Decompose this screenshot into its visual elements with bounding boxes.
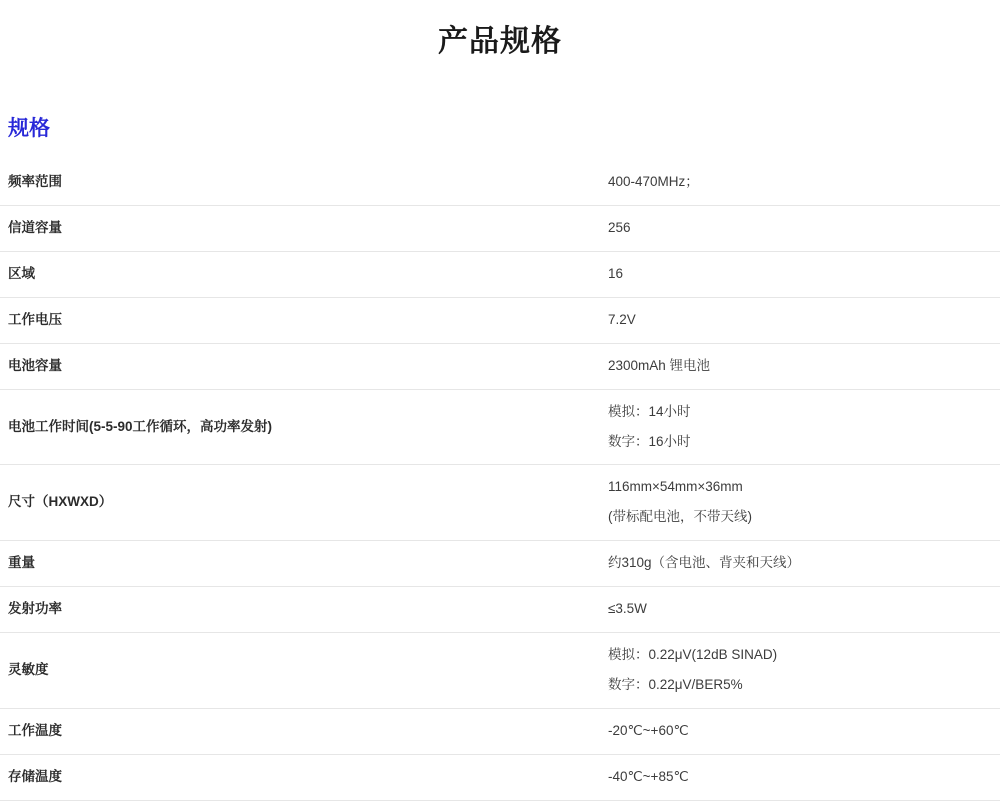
spec-label: 尺寸（HXWXD） — [8, 494, 113, 510]
table-row — [0, 587, 1000, 633]
spec-label: 电池容量 — [8, 357, 62, 373]
table-row — [0, 633, 1000, 709]
spec-value — [596, 297, 1000, 343]
table-row — [0, 465, 1000, 541]
spec-value-line: 模拟：14小时 — [608, 403, 691, 419]
spec-label: 频率范围 — [8, 174, 62, 189]
spec-value — [596, 160, 1000, 205]
spec-value-line: 16 — [608, 265, 624, 281]
spec-label: 重量 — [8, 555, 35, 571]
spec-label: 发射功率 — [8, 601, 62, 617]
page-title: 产品规格 — [438, 25, 562, 58]
spec-value-line: 400-470MHz； — [608, 174, 699, 189]
spec-value-line: 数字：16小时 — [608, 433, 691, 449]
spec-value-line: 256 — [608, 219, 631, 235]
spec-value — [596, 754, 1000, 800]
specifications-table — [0, 160, 1000, 801]
spec-label: 灵敏度 — [8, 662, 49, 678]
specifications-table-body — [0, 160, 1000, 800]
spec-label: 工作电压 — [8, 311, 62, 327]
spec-value — [596, 587, 1000, 633]
table-row — [0, 343, 1000, 389]
spec-label: 电池工作时间(5-5-90工作循环，高功率发射) — [8, 418, 273, 434]
table-row — [0, 160, 1000, 205]
spec-label: 信道容量 — [8, 219, 62, 235]
spec-value-line: 2300mAh 锂电池 — [608, 357, 711, 373]
table-row — [0, 205, 1000, 251]
spec-value-line: 7.2V — [608, 311, 636, 327]
spec-label: 区域 — [8, 265, 35, 281]
table-row — [0, 541, 1000, 587]
spec-value-line: 约310g（含电池、背夹和天线） — [608, 555, 801, 571]
table-row — [0, 754, 1000, 800]
spec-value — [596, 633, 1000, 709]
spec-value — [596, 251, 1000, 297]
spec-value — [596, 205, 1000, 251]
spec-value — [596, 465, 1000, 541]
table-row — [0, 708, 1000, 754]
section-title-specifications: 规格 — [8, 117, 50, 140]
table-row — [0, 297, 1000, 343]
spec-value-line: -40℃~+85℃ — [608, 768, 689, 784]
spec-value — [596, 343, 1000, 389]
spec-value — [596, 389, 1000, 465]
spec-value-line: 模拟：0.22μV(12dB SINAD) — [608, 647, 778, 663]
spec-value-line: -20℃~+60℃ — [608, 722, 689, 738]
spec-value-line: (带标配电池，不带天线) — [608, 509, 752, 525]
table-row — [0, 389, 1000, 465]
table-row — [0, 251, 1000, 297]
spec-value-line: 116mm×54mm×36mm — [608, 479, 743, 495]
spec-value — [596, 541, 1000, 587]
spec-value-line: 数字：0.22μV/BER5% — [608, 677, 743, 693]
spec-label: 存储温度 — [8, 768, 62, 784]
spec-value-line: ≤3.5W — [608, 601, 647, 617]
spec-value — [596, 708, 1000, 754]
spec-label: 工作温度 — [8, 722, 62, 738]
